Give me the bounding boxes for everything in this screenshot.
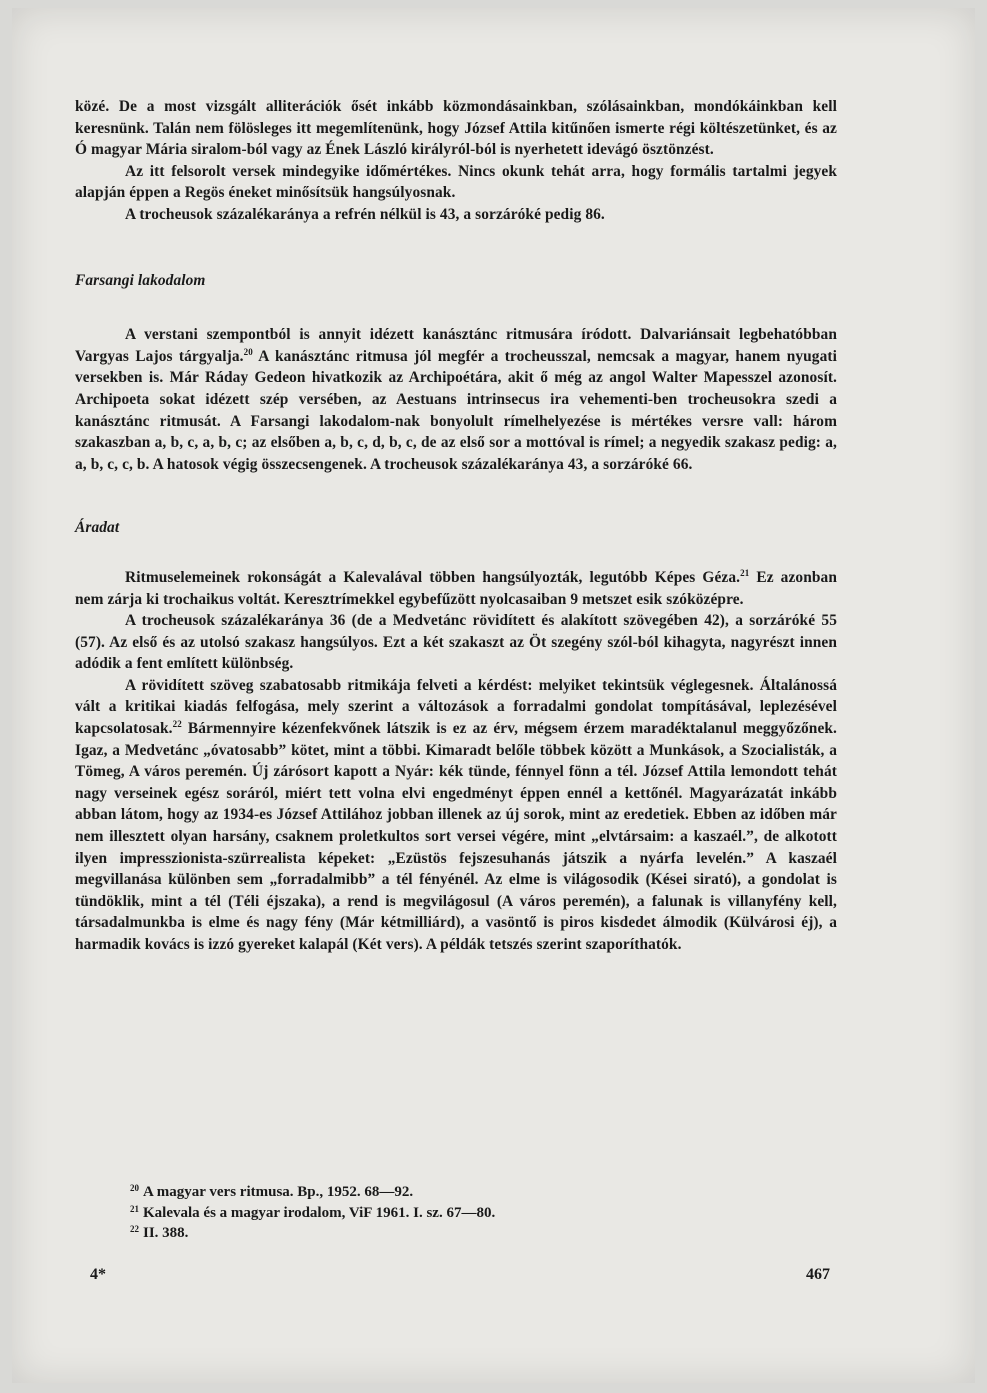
paragraph — [75, 675, 837, 956]
paragraph — [75, 567, 837, 610]
paragraph-text: A kanásztánc ritmusa jól megfér a trocheusszal, nemcsak a magyar, hanem nyugati versekben is. Már Ráday Gedeon hivatkozik az Archipoétára, akit ő még az angol Walter Mapesszel azonosít. Archipoeta sokat idézett szép versében, az Aestuans intrinsecus ira vehementi-ben trocheusokra szedi a kanásztánc ritmusát. A Farsangi lakodalom-nak bonyolult rímelhelyezése is mértékes versre vall: három szakaszban a, b, c, a, b, c; az elsőben a, b, c, d, b, c, de az első sor a mottóval is rímel; a negyedik szakasz pedig: a, a, b, c, c, b. A hatosok végig összecsengenek. A trocheusok százalékaránya 43, a sorzáróké 66. — [75, 347, 837, 473]
paragraph — [75, 324, 837, 475]
section-heading: Áradat — [75, 519, 120, 537]
paragraph-text: A rövidített szöveg szabatosabb ritmikája felveti a kérdést: melyiket tekintsük véglegesnek. Általánossá vált a kritikai kiadás felfogása, mely szerint a változások a forradalmi gondolat tompításával, leplezésével kapcsolatosak. — [75, 676, 837, 738]
footnote-text: II. 388. — [143, 1225, 189, 1241]
paragraph-text: Ritmuselemeinek rokonságát a Kalevalával többen hangsúlyozták, legutóbb Képes Géza. — [125, 568, 741, 586]
footnote — [130, 1180, 730, 1201]
footnote-number: 22 — [130, 1224, 139, 1234]
footnote-number: 20 — [130, 1183, 139, 1193]
signature-mark: 4* — [90, 1266, 106, 1283]
article-body — [75, 96, 837, 956]
paragraph-text: A verstani szempontból is annyit idézett kanásztánc ritmusára íródott. Dalvariánsait legbehatóbban Vargyas Lajos tárgyalja. — [75, 326, 837, 365]
paragraph: Az itt felsorolt versek mindegyike időmértékes. Nincs okunk tehát arra, hogy formális tartalmi jegyek alapján éppen a Regös éneket minősítsük hangsúlyosnak. — [75, 162, 837, 202]
page-number: 467 — [806, 1266, 830, 1283]
footnotes — [130, 1180, 730, 1242]
footnote — [130, 1221, 730, 1242]
footnote — [130, 1201, 730, 1222]
paragraph-text: Ez azonban nem zárja ki trochaikus voltát. Keresztrímekkel egybefűzött nyolcasaiban 9 metszet esik szóközépre. — [75, 568, 837, 608]
footnote-ref: 21 — [740, 567, 750, 578]
footnote-ref: 20 — [243, 346, 253, 357]
footnote-number: 21 — [130, 1203, 139, 1214]
paragraph-text: Bármennyire kézenfekvőnek látszik is ez az érv, mégsem érzem maradéktalanul meggyőzőnek. Igaz, a Medvetánc „óvatosabb” kötet, mint a többi. Kimaradt belőle többek között a Munkások, a Szocialisták, a Tömeg, A város peremén. Új zárósort kapott a Nyár: kék tünde, fénnyel fönn a tél. József Attila lemondott tehát nagy verseinek egész soráról, miért tett volna elvi engedményt éppen ennél a kettőnél. Magyarázatát inkább abban látom, hogy az 1934-es József Attilához jobban illenek az új sorok, mint az eredetiek. Ebben az időben már nem illesztett olyan harsány, csaknem proletkultos sort versei végére, mint „elvtársaim: a kaszaél.”, de alkotott ilyen impresszionista-szürrealista képeket: „Ezüstös fejszesuhanás játszik a nyárfa levelén.” A kaszaél megvillanása különben sem „forradalmibb” a tél fényénél. Az elme is világosodik (Kései sirató), a gondolat is tündöklik, mint a tél (Téli éjszaka), a rend is megvilágosul (A város peremén), a falunak is villanyfény kell, társadalmunkba is elme és nagy fény (Már kétmilliárd), a vasöntő is piros kisdedet álmodik (Külvárosi éj), a harmadik kovács is izzó gyereket kalapál (Két vers). A példák tetszés szerint szaporíthatók. — [75, 720, 837, 953]
paragraph: A trocheusok százalékaránya 36 (de a Medvetánc rövidített és alakított szövegében 42), a sorzáróké 55 (57). Az első és az utolsó szakasz hangsúlyos. Ezt a két szakaszt az Öt szegény szól-ból kihagyta, nagyrészt innen adódik a fent említett különbség. — [75, 612, 837, 673]
footnote-text: Kalevala és a magyar irodalom, ViF 1961. I. sz. 67—80. — [143, 1204, 496, 1221]
footnote-ref: 22 — [172, 719, 182, 730]
paragraph: A trocheusok százalékaránya a refrén nélkül is 43, a sorzáróké pedig 86. — [125, 205, 605, 223]
footnote-text: A magyar vers ritmusa. Bp., 1952. 68—92. — [143, 1184, 414, 1200]
paragraph: közé. De a most vizsgált alliterációk ősét inkább közmondásainkban, szólásainkban, mondókáinkban kell keresnünk. Talán nem fölösleges itt megemlítenünk, hogy József Attila kitűnően ismerte régi költészetünket, és az Ó magyar Mária siralom-ból vagy az Ének László királyról-ból is nyerhetett idevágó ösztönzést. — [75, 98, 837, 159]
section-heading: Farsangi lakodalom — [75, 271, 206, 289]
